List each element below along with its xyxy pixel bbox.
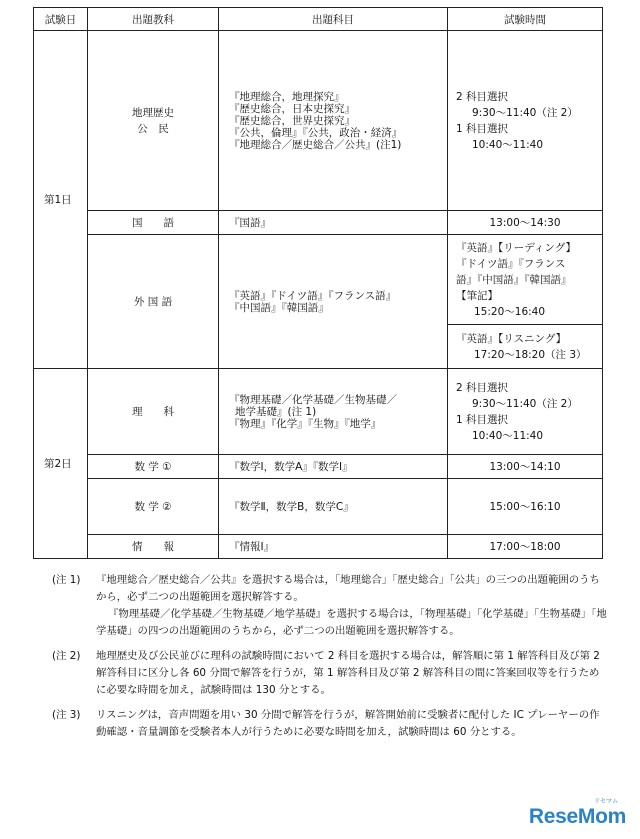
logo-kana: リセマム <box>594 798 618 805</box>
subject-japanese: 国 語 <box>88 211 219 235</box>
time-line: 15:20～16:40 <box>474 305 546 318</box>
day1-label: 第1日 <box>34 31 88 369</box>
note-body <box>96 572 608 640</box>
time-line: 『ドイツ語』『フランス <box>456 257 566 270</box>
note-paragraph: 地理歴史及び公民並びに理科の試験時間において 2 科目を選択する場合は，解答順に第 1 解答科目及び第 2 解答科目に区分し各 60 分間で解答を行うが，第 1 解答科目及び第 2 解答科目の間に答案回収等を行うために必要な時間を加え，試験時間は 130 分とする。 <box>96 650 600 696</box>
time-line: 語』『中国語』『韓国語』 <box>456 273 572 286</box>
time-line: 9:30～11:40（注 2） <box>472 397 578 410</box>
item-line: 『物理基礎／化学基礎／生物基礎／ <box>229 393 397 406</box>
item-line: 『数学Ⅰ，数学A』『数学Ⅰ』 <box>229 460 353 473</box>
item-line: 『中国語』『韓国語』 <box>229 301 329 314</box>
note-1 <box>52 572 608 640</box>
time-information: 17:00～18:00 <box>448 535 603 559</box>
time-line: 『英語』【リスニング】 <box>456 332 567 345</box>
subject-geo-history-civics <box>88 31 219 211</box>
time-math2: 15:00～16:10 <box>448 479 603 535</box>
note-paragraph: 『地理総合／歴史総合／公共』を選択する場合は，「地理総合」「歴史総合」「公共」の三つの出題範囲のうちから，必ず二つの出題範囲を選択解答する。 <box>96 574 600 603</box>
header-exam-day: 試験日 <box>34 8 88 31</box>
time-line: 2 科目選択 <box>456 381 509 394</box>
row-math2 <box>34 479 603 535</box>
time-line: 『英語』【リーディング】 <box>456 241 577 254</box>
row-geo-history-civics <box>34 31 603 211</box>
item-line: 地学基礎』(注 1) <box>235 405 317 418</box>
time-foreign-reading <box>448 235 603 325</box>
exam-schedule-table <box>33 7 603 559</box>
subject-information: 情 報 <box>88 535 219 559</box>
time-math1: 13:00～14:10 <box>448 455 603 479</box>
subject-math1: 数 学 ① <box>88 455 219 479</box>
header-subjects: 出題科目 <box>219 8 448 31</box>
item-line: 『物理』『化学』『生物』『地学』 <box>229 417 382 430</box>
items-science <box>219 369 448 455</box>
row-math1 <box>34 455 603 479</box>
note-paragraph: リスニングは，音声問題を用い 30 分間で解答を行うが，解答開始前に受験者に配付した IC プレーヤーの作動確認・音量調節を受験者本人が行うために必要な時間を加え，試験時間は 60 分とする。 <box>96 709 600 738</box>
time-line: 10:40～11:40 <box>472 138 544 151</box>
row-information <box>34 535 603 559</box>
note-label: (注 1) <box>52 574 81 586</box>
subject-line: 地理歴史 <box>132 106 174 119</box>
note-body <box>96 707 608 741</box>
time-geo-history-civics <box>448 31 603 211</box>
items-math1 <box>219 455 448 479</box>
item-line: 『英語』『ドイツ語』『フランス語』 <box>229 289 397 302</box>
header-row <box>34 8 603 31</box>
subject-math2: 数 学 ② <box>88 479 219 535</box>
item-line: 『地理総合／歴史総合／公共』(注1) <box>229 138 402 151</box>
items-information <box>219 535 448 559</box>
note-label: (注 3) <box>52 709 81 721</box>
time-foreign-listening <box>448 325 603 369</box>
subject-line: 公 民 <box>137 122 169 135</box>
row-science <box>34 369 603 455</box>
item-line: 『数学Ⅱ，数学B，数学C』 <box>229 500 354 513</box>
note-2 <box>52 648 608 699</box>
time-line: 9:30～11:40（注 2） <box>472 106 578 119</box>
items-math2 <box>219 479 448 535</box>
items-foreign-language <box>219 235 448 369</box>
items-geo-history-civics <box>219 31 448 211</box>
time-line: 2 科目選択 <box>456 90 509 103</box>
item-line: 『公共，倫理』『公共，政治・経済』 <box>229 126 403 139</box>
time-line: 1 科目選択 <box>456 122 509 135</box>
time-line: 17:20～18:20（注 3） <box>474 348 587 361</box>
time-japanese: 13:00～14:30 <box>448 211 603 235</box>
item-line: 『情報Ⅰ』 <box>229 540 275 553</box>
header-exam-time: 試験時間 <box>448 8 603 31</box>
note-label: (注 2) <box>52 650 81 662</box>
item-line: 『歴史総合，日本史探究』 <box>229 102 355 115</box>
subject-foreign-language: 外 国 語 <box>88 235 219 369</box>
item-line: 『国語』 <box>229 216 271 229</box>
note-paragraph: 『物理基礎／化学基礎／生物基礎／地学基礎』を選択する場合は，「物理基礎」「化学基礎」「生物基礎」「地学基礎」の四つの出題範囲のうちから，必ず二つの出題範囲を選択解答する。 <box>96 608 607 637</box>
time-line: 1 科目選択 <box>456 413 509 426</box>
note-body <box>96 648 608 699</box>
time-line: 10:40～11:40 <box>472 429 544 442</box>
items-japanese <box>219 211 448 235</box>
row-foreign-language <box>34 235 603 325</box>
note-3 <box>52 707 608 741</box>
item-line: 『歴史総合，世界史探究』 <box>229 114 355 127</box>
subject-science: 理 科 <box>88 369 219 455</box>
row-japanese <box>34 211 603 235</box>
day2-label: 第2日 <box>34 369 88 559</box>
time-science <box>448 369 603 455</box>
resemom-logo: ReseMom <box>528 805 626 828</box>
time-line: 【筆記】 <box>456 289 498 302</box>
item-line: 『地理総合，地理探究』 <box>229 90 345 103</box>
footnotes <box>52 572 608 749</box>
header-subject-area: 出題教科 <box>88 8 219 31</box>
